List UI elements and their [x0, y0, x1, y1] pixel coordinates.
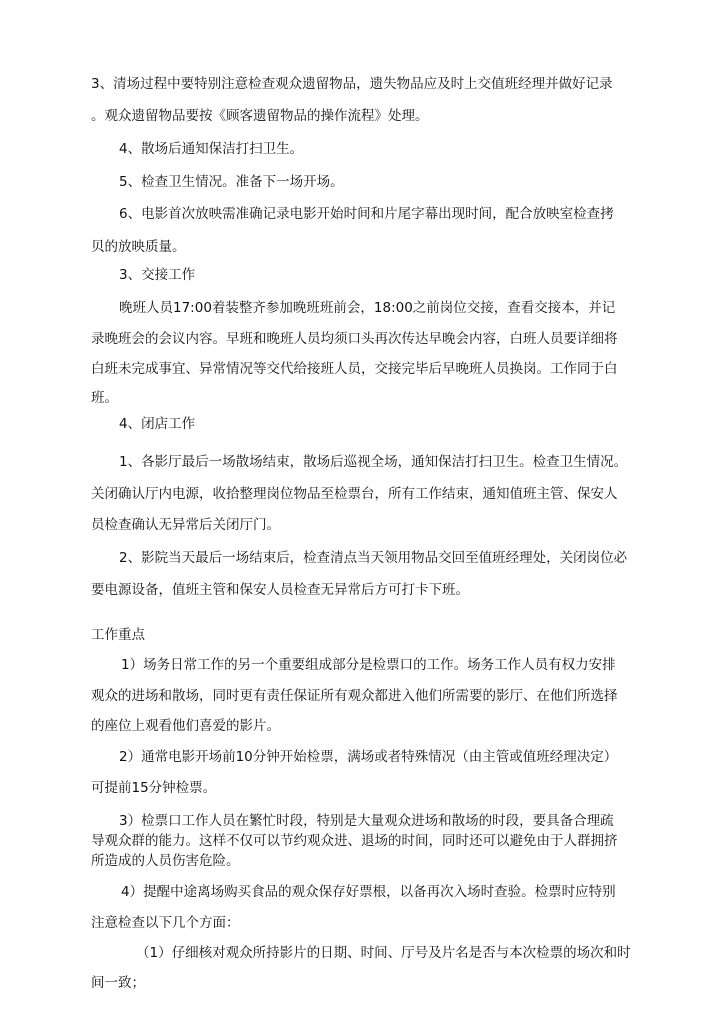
text-line: 所造成的人员伤害危险。: [91, 853, 240, 869]
text-line: 间一致；: [91, 975, 145, 991]
text-line: 4）提醒中途离场购买食品的观众保存好票根，以备再次入场时查验。检票时应特别: [121, 884, 616, 900]
text-line: 的座位上观看他们喜爱的影片。: [91, 718, 280, 734]
text-line: 2）通常电影开场前10分钟开始检票，满场或者特殊情况（由主管或值班经理决定）: [119, 749, 618, 765]
text-line: 可提前15分钟检票。: [91, 780, 217, 796]
text-line: 1、各影厅最后一场散场结束，散场后巡视全场，通知保洁打扫卫生。检查卫生情况。: [119, 454, 628, 470]
text-line: 晚班人员17:00着装整齐参加晚班班前会，18:00之前岗位交接，查看交接本，并记: [119, 300, 616, 316]
text-line: 1）场务日常工作的另一个重要组成部分是检票口的工作。场务工作人员有权力安排: [121, 657, 616, 673]
text-line: 班。: [91, 390, 118, 406]
text-line: （1）仔细核对观众所持影片的日期、时间、厅号及片名是否与本次检票的场次和时: [136, 945, 631, 961]
text-line: 5、检查卫生情况。准备下一场开场。: [119, 174, 344, 190]
section-heading: 4、闭店工作: [119, 416, 196, 432]
text-line: 要电源设备，值班主管和保安人员检查无异常后方可打卡下班。: [91, 582, 469, 598]
text-line: 白班未完成事宜、异常情况等交代给接班人员，交接完毕后早晚班人员换岗。工作同于白: [91, 361, 618, 377]
text-line: 注意检查以下几个方面：: [91, 915, 240, 931]
text-line: 录晚班会的会议内容。早班和晚班人员均须口头再次传达早晚会内容，白班人员要详细将: [91, 331, 618, 347]
text-line: 贝的放映质量。: [91, 239, 186, 255]
text-line: 观众的进场和散场，同时更有责任保证所有观众都进入他们所需要的影厅、在他们所选择: [91, 688, 618, 704]
text-line: 3、清场过程中要特别注意检查观众遗留物品，遗失物品应及时上交值班经理并做好记录: [91, 76, 613, 92]
section-heading: 3、交接工作: [119, 267, 196, 283]
text-line: 导观众群的能力。这样不仅可以节约观众进、退场的时间，同时还可以避免由于人群拥挤: [91, 833, 618, 849]
text-line: 。观众遗留物品要按《顾客遗留物品的操作流程》处理。: [91, 108, 429, 124]
text-line: 3）检票口工作人员在繁忙时段，特别是大量观众进场和散场的时段，要具备合理疏: [119, 813, 614, 829]
text-line: 4、散场后通知保洁打扫卫生。: [119, 141, 304, 157]
text-line: 员检查确认无异常后关闭厅门。: [91, 517, 280, 533]
text-line: 2、影院当天最后一场结束后，检查清点当天领用物品交回至值班经理处，关闭岗位必: [119, 550, 628, 566]
section-heading: 工作重点: [91, 627, 145, 643]
text-line: 关闭确认厅内电源，收拾整理岗位物品至检票台，所有工作结束，通知值班主管、保安人: [91, 486, 618, 502]
text-line: 6、电影首次放映需准确记录电影开始时间和片尾字幕出现时间，配合放映室检查拷: [119, 206, 614, 222]
